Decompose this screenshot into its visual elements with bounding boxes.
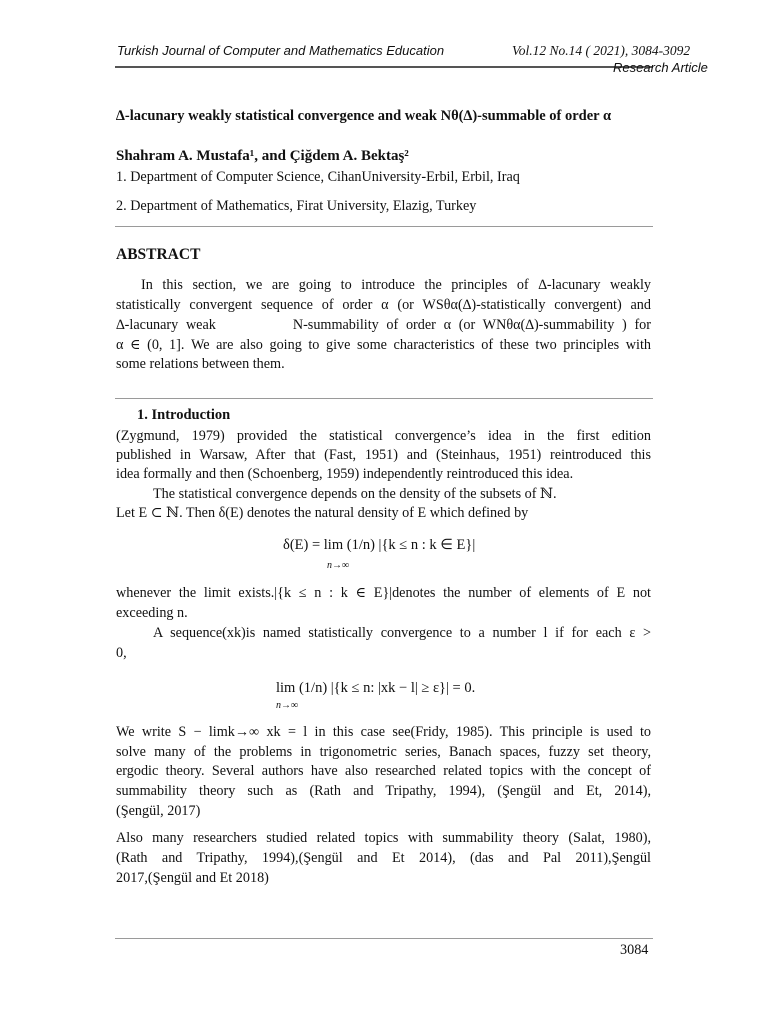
intro-line: solve many of the problems in trigonometric series, Banach spaces, fuzzy set theory, [116, 744, 651, 760]
abstract-line: α ∈ (0, 1]. We are also going to give some characteristics of these two principles with [116, 337, 651, 353]
abstract-line: In this section, we are going to introduce the principles of ∆-lacunary weakly [141, 277, 651, 293]
intro-line: 0, [116, 645, 127, 661]
section-heading: 1. Introduction [137, 407, 231, 423]
intro-line: (Zygmund, 1979) provided the statistical convergence’s idea in the first edition [116, 428, 651, 444]
authors: Shahram A. Mustafa¹, and Çiğdem A. Bektaş² [116, 148, 409, 164]
intro-line: idea formally and then (Schoenberg, 1959) independently reintroduced this idea. [116, 466, 574, 482]
divider [115, 226, 653, 227]
intro-line: ergodic theory. Several authors have also researched related topics with the concept of [116, 763, 651, 779]
equation-statistical-limit [276, 680, 475, 697]
article-type: Research Article [613, 60, 708, 75]
affiliation-1: 1. Department of Computer Science, CihanUniversity-Erbil, Erbil, Iraq [116, 169, 520, 185]
divider [115, 398, 653, 399]
paper-title: ∆-lacunary weakly statistical convergence and weak Nθ(∆)-summable of order α [116, 108, 612, 124]
intro-line: whenever the limit exists.|{k ≤ n : k ∈ E}|denotes the number of elements of E not [116, 585, 651, 601]
affiliation-2: 2. Department of Mathematics, Firat University, Elazig, Turkey [116, 198, 477, 214]
intro-line: A sequence(xk)is named statistically convergence to a number l if for each ε > [153, 625, 651, 641]
abstract-line: some relations between them. [116, 356, 285, 372]
intro-line: Let E ⊂ ℕ. Then δ(E) denotes the natural density of E which defined by [116, 505, 529, 521]
intro-line: We write S − limk→∞ xk = l in this case see(Fridy, 1985). This principle is used to [116, 724, 651, 740]
intro-line: 2017,(Şengül and Et 2018) [116, 870, 269, 886]
intro-line: exceeding n. [116, 605, 188, 621]
limit-subscript: n→∞ [276, 700, 299, 711]
journal-name: Turkish Journal of Computer and Mathematics Education [117, 43, 445, 58]
page-number: 3084 [620, 942, 649, 958]
footer-rule [115, 938, 653, 939]
equation-density [283, 537, 475, 554]
intro-line: published in Warsaw, After that (Fast, 1951) and (Steinhaus, 1951) reintroduced this [116, 447, 651, 463]
intro-line: (Rath and Tripathy, 1994),(Şengül and Et 2014), (das and Pal 2011),Şengül [116, 850, 651, 866]
header-rule [115, 66, 653, 68]
intro-line: summability theory such as (Rath and Tripathy, 1994), (Şengül and Et, 2014), [116, 783, 651, 799]
volume-info: Vol.12 No.14 ( 2021), 3084-3092 [512, 43, 691, 58]
abstract-heading: ABSTRACT [116, 246, 201, 263]
equation-text: lim (1/n) |{k ≤ n: |xk − l| ≥ ε}| = 0. [276, 680, 476, 696]
intro-line: Also many researchers studied related topics with summability theory (Salat, 1980), [116, 830, 651, 846]
abstract-line: ∆-lacunary weak N-summability of order α (or WNθα(∆)-summability ) for [116, 317, 651, 333]
intro-line: (Şengül, 2017) [116, 803, 201, 819]
limit-subscript: n→∞ [327, 560, 350, 571]
equation-text: δ(E) = lim (1/n) |{k ≤ n : k ∈ E}| [283, 537, 476, 553]
abstract-line: statistically convergent sequence of order α (or WSθα(∆)-statistically convergent) and [116, 297, 651, 313]
intro-line: The statistical convergence depends on the density of the subsets of ℕ. [153, 486, 557, 502]
